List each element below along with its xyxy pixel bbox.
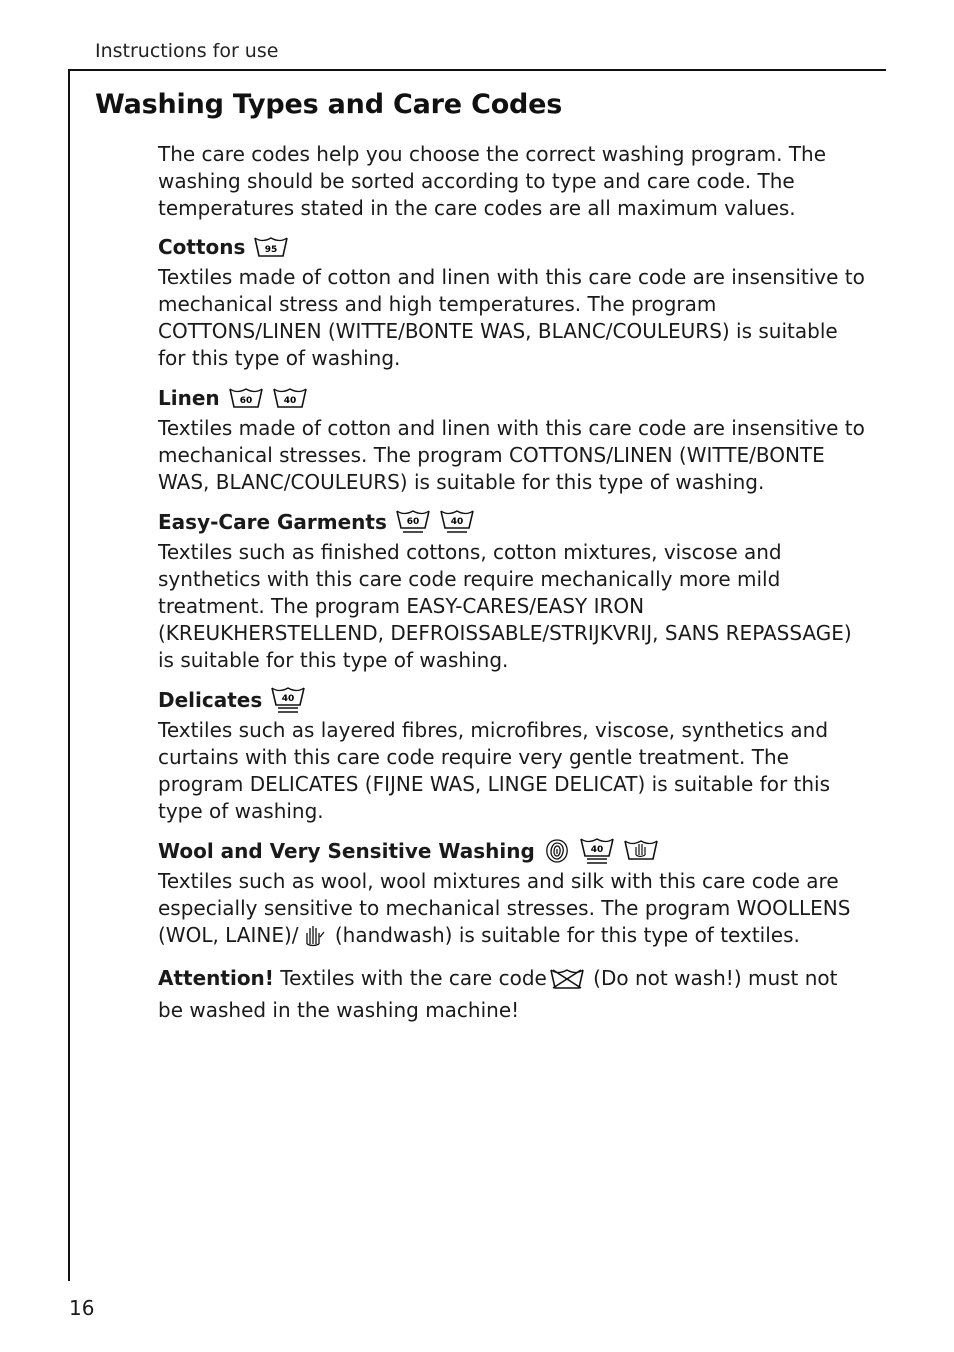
section-heading bbox=[158, 232, 868, 262]
section-easy-care bbox=[158, 507, 868, 674]
wash-tub-60-icon bbox=[228, 386, 264, 410]
do-not-wash-icon bbox=[549, 968, 585, 997]
attention-text-cont: (Do not wash!) must not be washed in the washing machine! bbox=[158, 966, 838, 1022]
attention-note bbox=[158, 965, 868, 1024]
intro-paragraph: The care codes help you choose the correct washing program. The washing should be sorted according to type and care code. The temperatures stated in the care codes are all maximum values. bbox=[158, 142, 827, 220]
wash-tub-40-very-gentle-icon bbox=[270, 685, 306, 715]
page-title: Washing Types and Care Codes bbox=[95, 89, 563, 120]
wash-temp-label: 40 bbox=[282, 694, 295, 704]
attention-label: Attention! bbox=[158, 966, 274, 990]
section-heading-label: Delicates bbox=[158, 688, 263, 712]
page-number: 16 bbox=[69, 1296, 95, 1320]
section-heading bbox=[158, 507, 868, 537]
wash-tub-60-gentle-icon bbox=[395, 508, 431, 536]
wash-temp-label: 40 bbox=[283, 396, 296, 406]
section-wool bbox=[158, 836, 868, 954]
hand-wash-icon bbox=[623, 838, 659, 864]
section-heading-label: Easy-Care Garments bbox=[158, 510, 387, 534]
attention-text: Textiles with the care code bbox=[273, 966, 547, 990]
main-content bbox=[158, 141, 868, 1024]
section-body: Textiles such as finished cottons, cotton mixtures, viscose and synthetics with this care code require mechanically more mild treatment. The program EASY-CARES/EASY IRON (KREUKHERSTELLEND, DEFROISSABLE/STRIJKVRIJ, SANS REPASSAGE) is suitable for this type of washing. bbox=[158, 540, 852, 672]
section-body bbox=[158, 868, 868, 954]
wash-tub-40-very-gentle-icon bbox=[579, 836, 615, 866]
section-heading bbox=[158, 685, 868, 715]
section-delicates bbox=[158, 685, 868, 825]
wash-temp-label: 40 bbox=[450, 517, 464, 527]
wash-temp-label: 60 bbox=[239, 396, 252, 406]
header-rule bbox=[68, 69, 886, 71]
section-body: Textiles made of cotton and linen with this care code are insensitive to mechanical stresses. The program COTTONS/LINEN (WITTE/BONTE WAS, BLANC/COULEURS) is suitable for this type of washing. bbox=[158, 416, 865, 494]
section-heading bbox=[158, 836, 868, 866]
section-cottons bbox=[158, 232, 868, 372]
section-linen bbox=[158, 383, 868, 496]
wash-temp-label: 40 bbox=[590, 845, 604, 855]
wool-body-text-cont: (handwash) is suitable for this type of textiles. bbox=[328, 923, 800, 947]
wash-tub-40-gentle-icon bbox=[439, 508, 475, 536]
hand-wash-icon bbox=[301, 923, 327, 954]
section-body: Textiles made of cotton and linen with this care code are insensitive to mechanical stress and high temperatures. The program COTTONS/LINEN (WITTE/BONTE WAS, BLANC/COULEURS) is suitable for this type of washing. bbox=[158, 265, 865, 370]
wool-mark-icon bbox=[543, 837, 571, 865]
wash-temp-label: 60 bbox=[406, 517, 420, 527]
section-heading-label: Linen bbox=[158, 386, 220, 410]
running-header: Instructions for use bbox=[95, 40, 279, 62]
wash-tub-95-icon bbox=[253, 235, 289, 259]
section-body: Textiles such as layered fibres, microfibres, viscose, synthetics and curtains with this care code require very gentle treatment. The program DELICATES (FIJNE WAS, LINGE DELICAT) is suitable for this type of washing. bbox=[158, 718, 831, 823]
margin-rule bbox=[68, 69, 70, 1281]
wash-tub-40-icon bbox=[272, 386, 308, 410]
wool-body-text: Textiles such as wool, wool mixtures and silk with this care code are especially sensitive to mechanical stresses. The program WOOLLENS (WOL, LAINE)/ bbox=[158, 869, 851, 947]
wash-temp-label: 95 bbox=[265, 245, 278, 255]
section-heading-label: Cottons bbox=[158, 235, 246, 259]
section-heading-label: Wool and Very Sensitive Washing bbox=[158, 839, 535, 863]
section-heading bbox=[158, 383, 868, 413]
